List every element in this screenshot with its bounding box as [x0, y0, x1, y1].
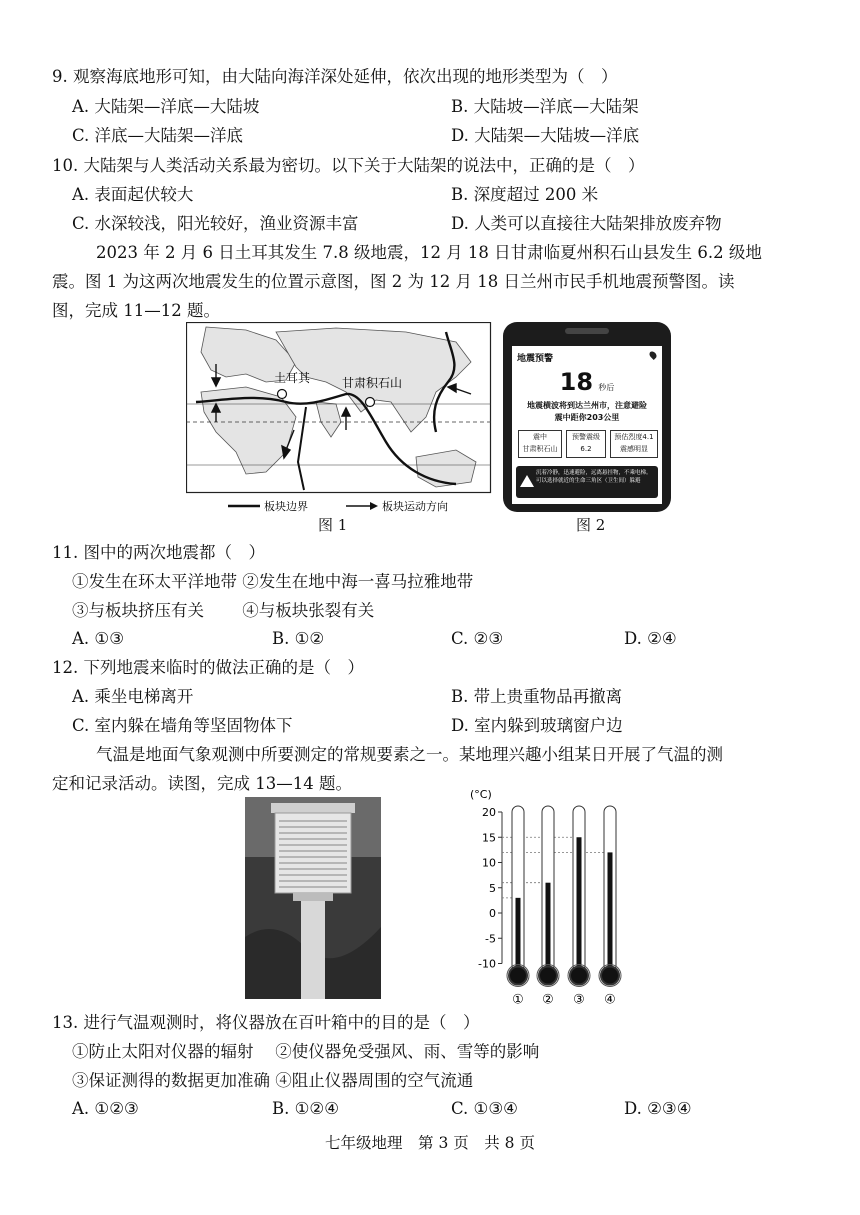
q13-statements-2: ③保证测得的数据更加准确 ④阻止仪器周围的空气流通	[72, 1071, 474, 1090]
q13-stem: 13. 进行气温观测时，将仪器放在百叶箱中的目的是（ ）	[52, 1013, 480, 1032]
axis-tick-label: 15	[482, 831, 496, 845]
thermometer-chart	[466, 782, 626, 1004]
alert-header: 地震预警	[517, 354, 554, 364]
q10-option-c: C. 水深较浅，阳光较好，渔业资源丰富	[72, 214, 359, 233]
q11-option-b: B. ①②	[272, 629, 325, 648]
legend-boundary-label: 板块边界	[264, 500, 308, 513]
countdown-unit: 秒后	[598, 383, 615, 392]
mercury-column	[577, 837, 582, 971]
figure2-caption: 图 2	[576, 516, 606, 534]
q10-option-a: A. 表面起伏较大	[72, 185, 194, 204]
thermometer-label: ②	[542, 992, 554, 1004]
q13-option-c: C. ①③④	[451, 1099, 518, 1118]
mercury-column	[608, 852, 613, 971]
label-gansu: 甘肃积石山	[342, 376, 403, 390]
axis-tick-label: 20	[482, 806, 496, 819]
location-icon	[648, 350, 658, 360]
magnitude-title: 预警震级	[572, 433, 600, 441]
thermometer-bulb	[509, 967, 527, 985]
q9-option-a: A. 大陆架—洋底—大陆坡	[72, 97, 260, 116]
phone-screen	[512, 346, 662, 504]
q11-statements-1: ①发生在环太平洋地带 ②发生在地中海一喜马拉雅地带	[72, 572, 474, 591]
q12-option-a: A. 乘坐电梯离开	[72, 687, 194, 706]
q11-stem: 11. 图中的两次地震都（ ）	[52, 543, 265, 562]
thermometer-label: ③	[573, 992, 585, 1004]
legend-direction-label: 板块运动方向	[382, 500, 448, 513]
intensity-title: 预估烈度4.1	[614, 433, 654, 441]
magnitude-box	[566, 430, 606, 458]
q11-option-c: C. ②③	[451, 629, 504, 648]
epicenter-box	[518, 430, 562, 458]
q9-option-d: D. 大陆架—大陆坡—洋底	[451, 126, 640, 145]
page-footer: 七年级地理 第 3 页 共 8 页	[325, 1134, 535, 1152]
axis-tick-label: 0	[489, 907, 496, 920]
q10-stem: 10. 大陆架与人类活动关系最为密切。以下关于大陆架的说法中，正确的是（ ）	[52, 156, 645, 175]
q13-option-d: D. ②③④	[624, 1099, 692, 1118]
warning-icon	[520, 475, 534, 487]
epicenter-title: 震中	[533, 433, 547, 441]
intro-11-12-line3: 图，完成 11—12 题。	[52, 301, 220, 320]
figure1-caption: 图 1	[318, 516, 348, 534]
intensity-box	[610, 430, 658, 458]
q12-option-d: D. 室内躲到玻璃窗户边	[451, 716, 623, 735]
axis-tick-label: 5	[489, 881, 496, 895]
thermometer-bulb	[601, 967, 619, 985]
louver-box-photo	[245, 797, 381, 999]
thermometer-bulb	[539, 967, 557, 985]
q10-option-b: B. 深度超过 200 米	[451, 185, 599, 204]
q12-option-c: C. 室内躲在墙角等坚固物体下	[72, 716, 293, 735]
axis-tick-label: 10	[482, 856, 496, 870]
alert-message-1: 地震横波将到达兰州市，注意避险	[527, 401, 647, 410]
q9-stem: 9. 观察海底地形可知，由大陆向海洋深处延伸，依次出现的地形类型为（ ）	[52, 67, 618, 86]
mercury-column	[516, 898, 521, 972]
thermometer-label: ④	[604, 992, 616, 1004]
axis-tick-label: -10	[478, 957, 496, 971]
temperature-unit: (°C)	[470, 788, 492, 801]
q10-option-d: D. 人类可以直接往大陆架排放废弃物	[451, 214, 722, 233]
q11-option-d: D. ②④	[624, 629, 677, 648]
countdown-seconds: 18	[559, 368, 594, 396]
thermometer-label: ①	[512, 992, 524, 1004]
phone-speaker	[565, 328, 609, 334]
mercury-column	[546, 883, 551, 972]
q13-option-b: B. ①②④	[272, 1099, 339, 1118]
thermometer-bulb	[570, 967, 588, 985]
q13-statements-1: ①防止太阳对仪器的辐射 ②使仪器免受强风、雨、雪等的影响	[72, 1042, 540, 1061]
plate-map	[186, 322, 496, 514]
intro-11-12-line1: 2023 年 2 月 6 日土耳其发生 7.8 级地震，12 月 18 日甘肃临夏州积石山县发生 6.2 级地	[96, 243, 762, 262]
intro-13-14-line2: 定和记录活动。读图，完成 13—14 题。	[52, 774, 352, 793]
intensity-value: 震感明显	[620, 445, 648, 453]
epicenter-value: 甘肃积石山	[522, 445, 558, 453]
intro-11-12-line2: 震。图 1 为这两次地震发生的位置示意图，图 2 为 12 月 18 日兰州市民手机地震预警图。读	[52, 272, 735, 291]
label-turkey: 土耳其	[274, 371, 311, 385]
q11-statements-2: ③与板块挤压有关 ④与板块张裂有关	[72, 601, 375, 620]
q11-option-a: A. ①③	[72, 629, 124, 648]
legend-arrow-head	[370, 502, 378, 510]
phone-frame	[503, 322, 671, 512]
q9-option-c: C. 洋底—大陆架—洋底	[72, 126, 244, 145]
intro-13-14-line1: 气温是地面气象观测中所要测定的常规要素之一。某地理兴趣小组某日开展了气温的测	[96, 745, 723, 764]
q13-option-a: A. ①②③	[72, 1099, 139, 1118]
q12-stem: 12. 下列地震来临时的做法正确的是（ ）	[52, 658, 364, 677]
q12-option-b: B. 带上贵重物品再撤离	[451, 687, 623, 706]
axis-tick-label: -5	[485, 932, 496, 946]
gansu-marker	[366, 398, 375, 407]
magnitude-value: 6.2	[580, 445, 592, 453]
alert-message-2: 震中距你203公里	[554, 413, 620, 422]
q9-option-b: B. 大陆坡—洋底—大陆架	[451, 97, 639, 116]
warning-text: 沉着冷静，迅速避险，远离悬挂物，不乘电梯。可以选择就近的生命三角区（卫生间）躲避	[536, 470, 652, 484]
turkey-marker	[278, 390, 287, 399]
warning-banner	[516, 466, 658, 498]
